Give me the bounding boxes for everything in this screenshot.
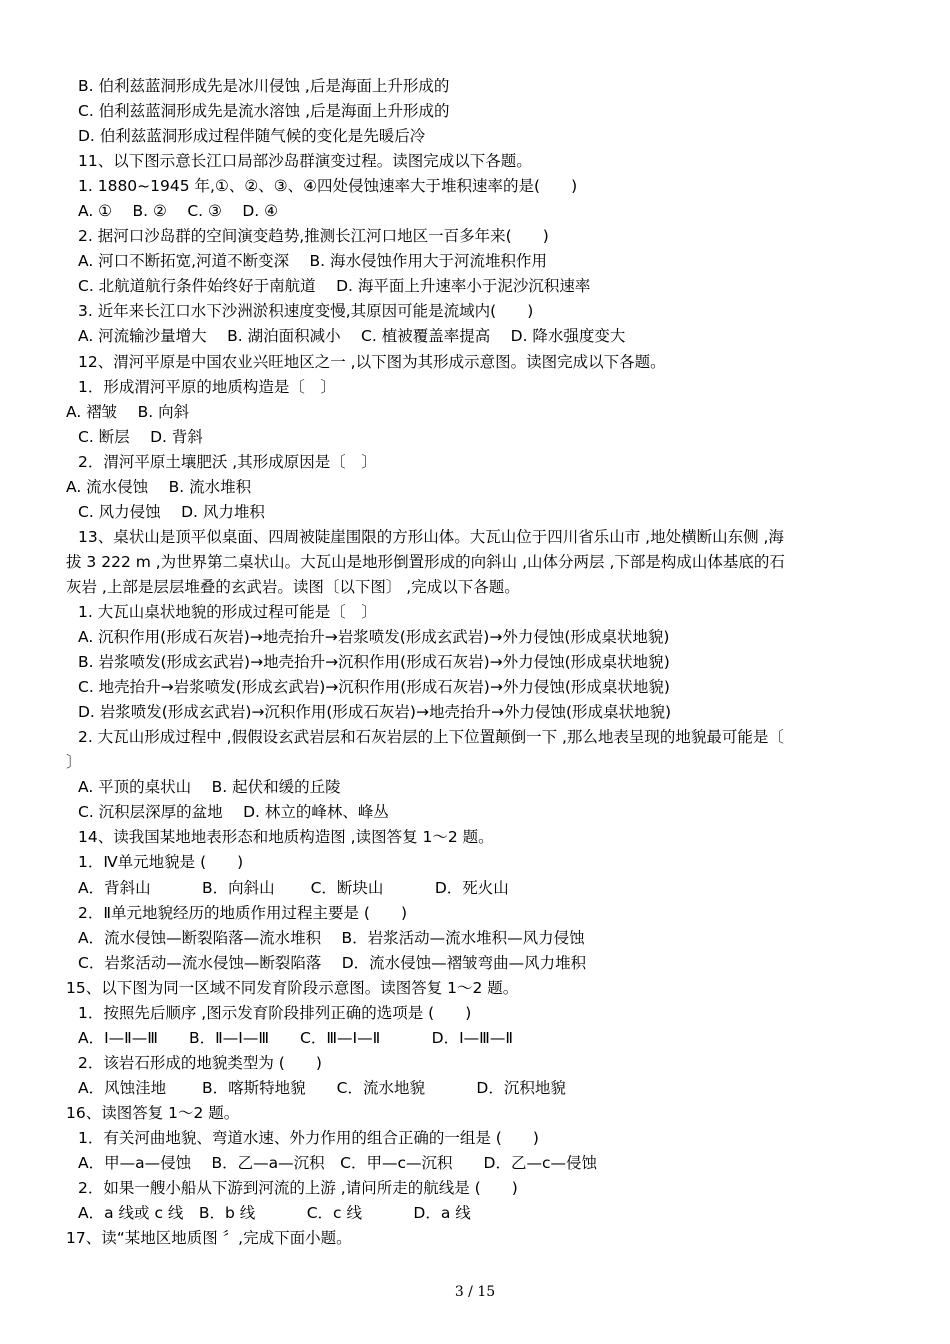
text-line: B. 岩浆喷发(形成玄武岩)→地壳抬升→沉积作用(形成石灰岩)→外力侵蚀(形成桌状地貌) xyxy=(78,653,670,672)
text-line: C. 地壳抬升→岩浆喷发(形成玄武岩)→沉积作用(形成石灰岩)→外力侵蚀(形成桌状地貌) xyxy=(78,678,670,697)
text-line: 11、以下图示意长江口局部沙岛群演变过程。读图完成以下各题。 xyxy=(78,152,532,171)
text-line: A. 平顶的桌状山 B. 起伏和缓的丘陵 xyxy=(78,778,341,797)
text-line: A. 沉积作用(形成石灰岩)→地壳抬升→岩浆喷发(形成玄武岩)→外力侵蚀(形成桌状地貌) xyxy=(78,628,670,647)
text-line: A．背斜山 B．向斜山 C．断块山 D．死火山 xyxy=(78,878,509,897)
text-line: 灰岩 ,上部是层层堆叠的玄武岩。读图〔以下图〕 ,完成以下各题。 xyxy=(66,577,520,596)
text-line: 拔 3 222 m ,为世界第二桌状山。大瓦山是地形倒置形成的向斜山 ,山体分两层 ,下部是构成山体基底的石 xyxy=(66,552,785,571)
text-line: 1. 大瓦山桌状地貌的形成过程可能是〔 〕 xyxy=(78,602,377,621)
text-line: 2．如果一艘小船从下游到河流的上游 ,请问所走的航线是 ( ) xyxy=(78,1179,518,1198)
text-line: A．Ⅰ—Ⅱ—Ⅲ B．Ⅱ—Ⅰ—Ⅲ C．Ⅲ—Ⅰ—Ⅱ D．Ⅰ—Ⅲ—Ⅱ xyxy=(78,1028,513,1047)
text-line: 15、以下图为同一区域不同发育阶段示意图。读图答复 1～2 题。 xyxy=(66,978,519,997)
text-line: 2．Ⅱ单元地貌经历的地质作用过程主要是 ( ) xyxy=(78,903,408,922)
text-line: C. 北航道航行条件始终好于南航道 D. 海平面上升速率小于泥沙沉积速率 xyxy=(78,277,591,296)
text-line: 1．形成渭河平原的地质构造是〔 〕 xyxy=(78,377,336,396)
text-line: 3. 近年来长江口水下沙洲淤积速度变慢,其原因可能是流域内( ) xyxy=(78,302,534,321)
page-number: 3 / 15 xyxy=(454,1284,496,1300)
text-line: A. 河流输沙量增大 B. 湖泊面积减小 C. 植被覆盖率提高 D. 降水强度变大 xyxy=(78,327,626,346)
text-line: 16、读图答复 1～2 题。 xyxy=(66,1103,240,1122)
text-line: 1．有关河曲地貌、弯道水速、外力作用的组合正确的一组是 ( ) xyxy=(78,1128,539,1147)
text-line: 2．该岩石形成的地貌类型为 ( ) xyxy=(78,1053,322,1072)
text-line: C. 断层 D. 背斜 xyxy=(78,427,203,446)
text-line: A．流水侵蚀—断裂陷落—流水堆积 B．岩浆活动—流水堆积—风力侵蚀 xyxy=(78,928,585,947)
document-body xyxy=(66,74,886,1251)
text-line: A．甲—a—侵蚀 B．乙—a—沉积 C．甲—c—沉积 D．乙—c—侵蚀 xyxy=(78,1154,597,1173)
text-line: 1．Ⅳ单元地貌是 ( ) xyxy=(78,853,244,872)
text-line: 12、渭河平原是中国农业兴旺地区之一 ,以下图为其形成示意图。读图完成以下各题。 xyxy=(78,352,666,371)
text-line: A. 流水侵蚀 B. 流水堆积 xyxy=(66,477,252,496)
text-line: 2. 据河口沙岛群的空间演变趋势,推测长江河口地区一百多年来( ) xyxy=(78,227,549,246)
text-line: 2．渭河平原土壤肥沃 ,其形成原因是〔 〕 xyxy=(78,452,377,471)
text-line: A. ① B. ② C. ③ D. ④ xyxy=(78,202,279,221)
text-line: 1. 1880~1945 年,①、②、③、④四处侵蚀速率大于堆积速率的是( ) xyxy=(78,177,578,196)
text-line: A. 褶皱 B. 向斜 xyxy=(66,402,190,421)
text-line: 2. 大瓦山形成过程中 ,假假设玄武岩层和石灰岩层的上下位置颠倒一下 ,那么地表呈现的地貌最可能是〔 xyxy=(78,728,784,747)
text-line: C．岩浆活动—流水侵蚀—断裂陷落 D．流水侵蚀—褶皱弯曲—风力堆积 xyxy=(78,953,587,972)
text-line: 17、读“某地区地质图 〞,完成下面小题。 xyxy=(66,1229,352,1248)
text-line: D. 岩浆喷发(形成玄武岩)→沉积作用(形成石灰岩)→地壳抬升→外力侵蚀(形成桌状地貌) xyxy=(78,703,672,722)
text-line: A．a 线或 c 线 B．b 线 C．c 线 D．a 线 xyxy=(78,1204,471,1223)
text-line: C. 沉积层深厚的盆地 D. 林立的峰林、峰丛 xyxy=(78,803,389,822)
text-line: 13、桌状山是顶平似桌面、四周被陡崖围限的方形山体。大瓦山位于四川省乐山市 ,地处横断山东侧 ,海 xyxy=(78,527,784,546)
text-line: 14、读我国某地地表形态和地质构造图 ,读图答复 1～2 题。 xyxy=(78,828,494,847)
text-line: 1．按照先后顺序 ,图示发育阶段排列正确的选项是 ( ) xyxy=(78,1003,472,1022)
text-line: B. 伯利兹蓝洞形成先是冰川侵蚀 ,后是海面上升形成的 xyxy=(78,77,450,95)
text-line: 〕 xyxy=(66,753,82,772)
text-line: C. 风力侵蚀 D. 风力堆积 xyxy=(78,502,265,521)
text-line: A．风蚀洼地 B．喀斯特地貌 C．流水地貌 D．沉积地貌 xyxy=(78,1078,566,1097)
text-line: C. 伯利兹蓝洞形成先是流水溶蚀 ,后是海面上升形成的 xyxy=(78,102,450,121)
text-line: A. 河口不断拓宽,河道不断变深 B. 海水侵蚀作用大于河流堆积作用 xyxy=(78,252,548,271)
text-line: D. 伯利兹蓝洞形成过程伴随气候的变化是先暖后冷 xyxy=(78,127,426,146)
